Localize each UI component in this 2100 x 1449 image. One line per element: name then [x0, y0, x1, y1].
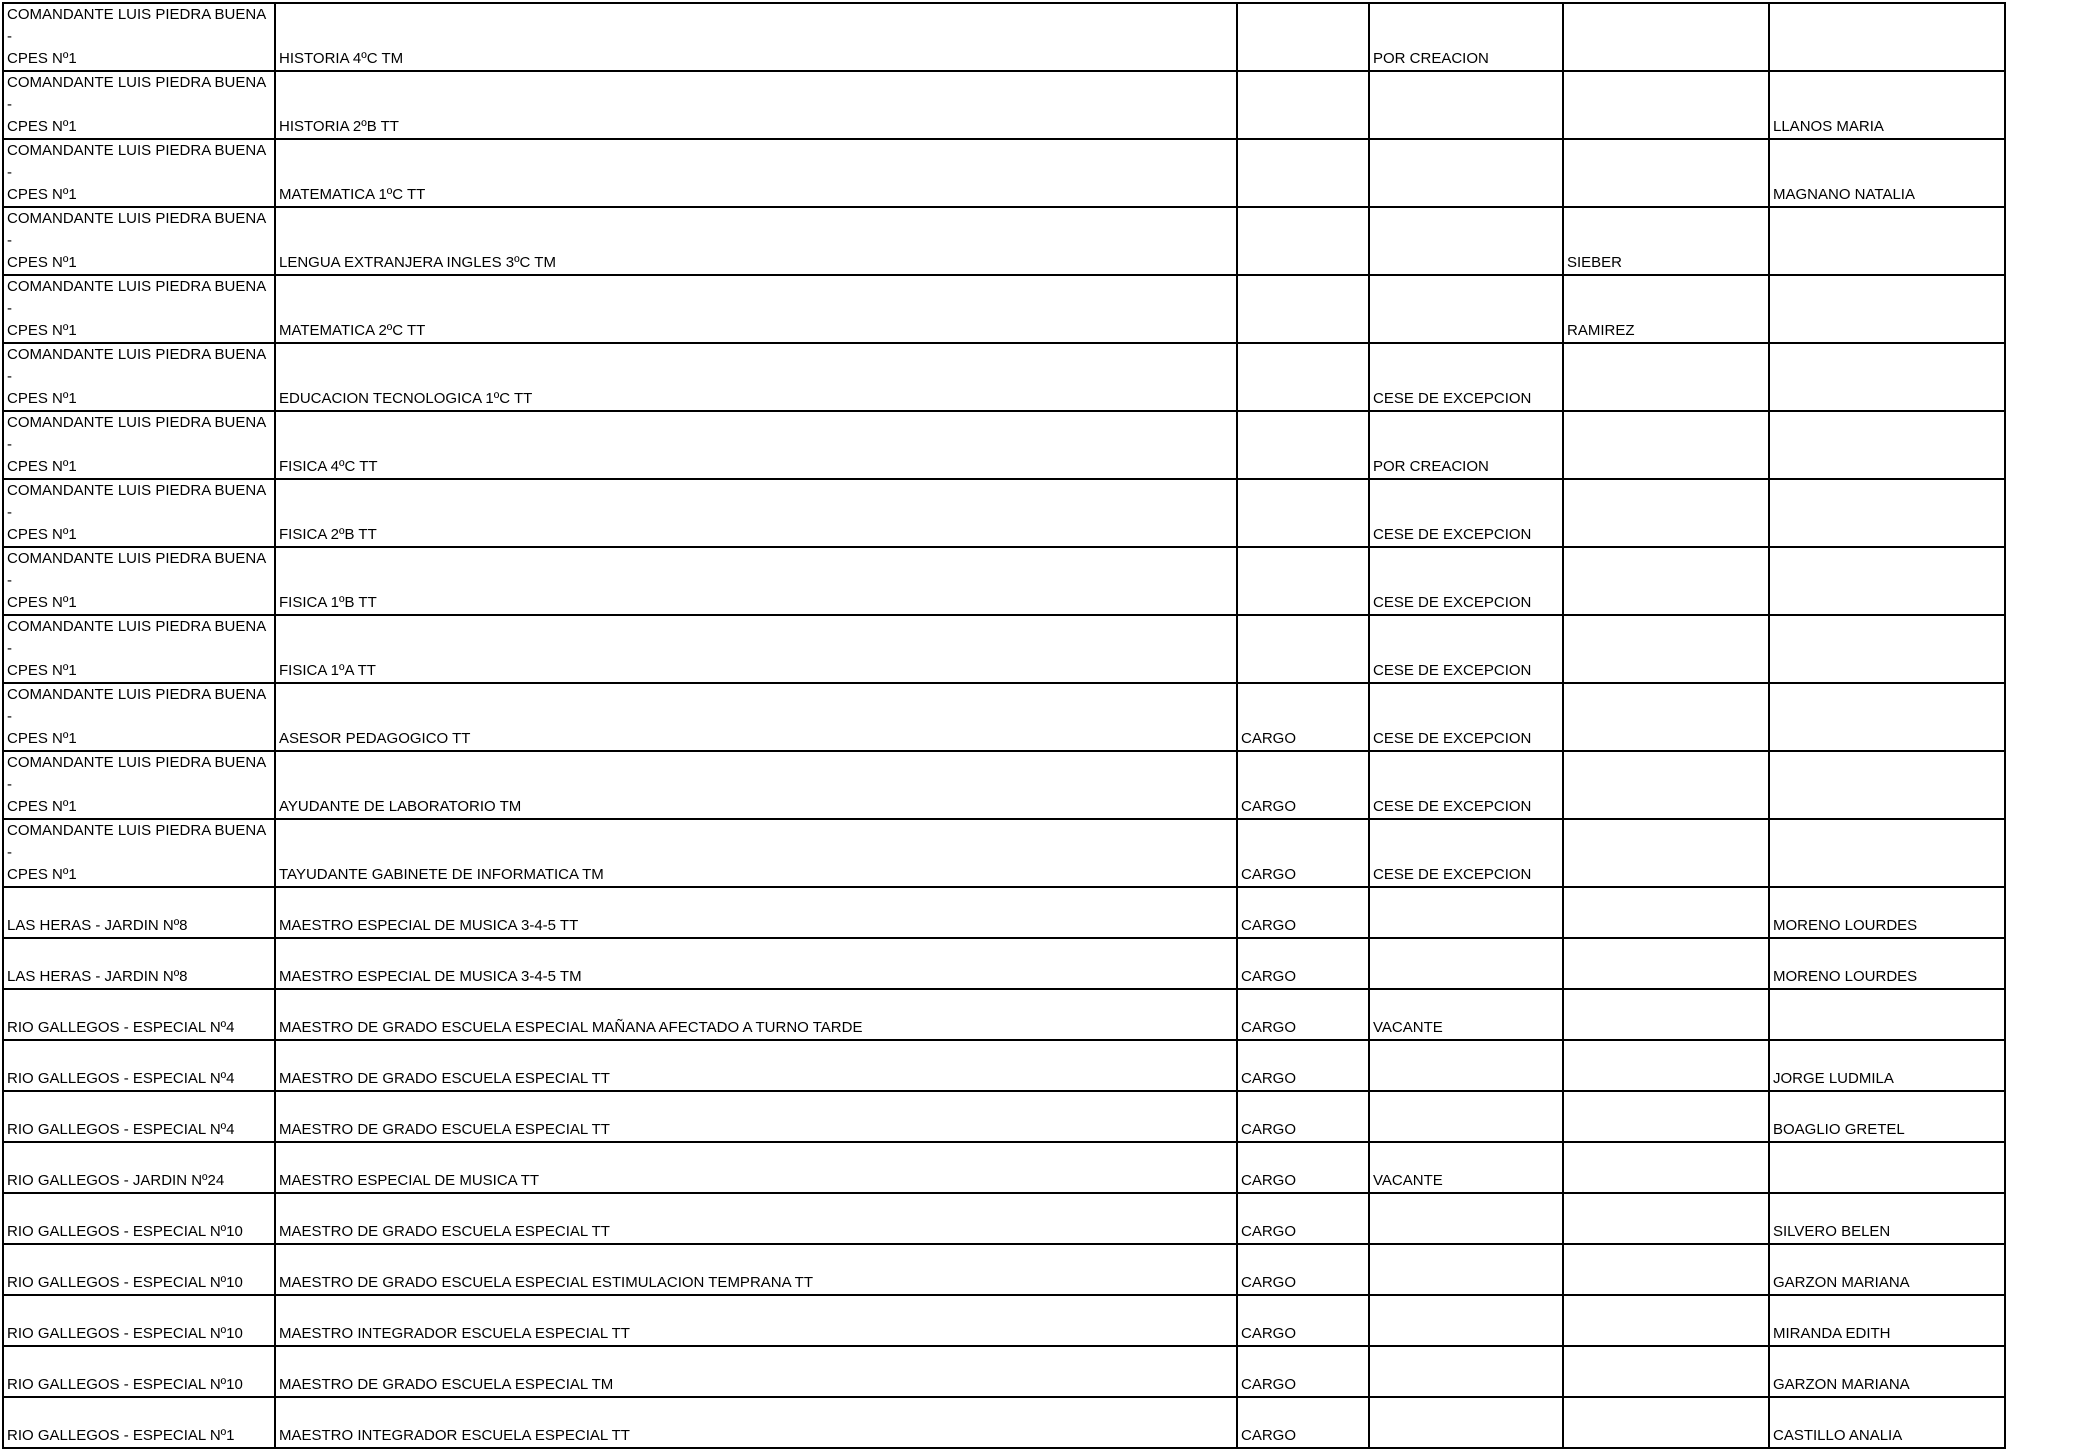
type-cell	[1237, 71, 1369, 139]
assignee-cell	[1769, 819, 2005, 887]
school-cell: COMANDANTE LUIS PIEDRA BUENA - CPES Nº1	[3, 547, 275, 615]
status-cell: VACANTE	[1369, 1142, 1563, 1193]
assignee-cell	[1769, 615, 2005, 683]
holder-cell	[1563, 683, 1769, 751]
subject-cell: MAESTRO ESPECIAL DE MUSICA 3-4-5 TM	[275, 938, 1237, 989]
subject-cell: EDUCACION TECNOLOGICA 1ºC TT	[275, 343, 1237, 411]
school-cell: COMANDANTE LUIS PIEDRA BUENA - CPES Nº1	[3, 139, 275, 207]
data-table	[2, 2, 2006, 1449]
status-cell: POR CREACION	[1369, 3, 1563, 71]
assignee-cell: GARZON MARIANA	[1769, 1244, 2005, 1295]
status-cell	[1369, 1295, 1563, 1346]
assignee-cell	[1769, 683, 2005, 751]
holder-cell	[1563, 1142, 1769, 1193]
assignee-cell: SILVERO BELEN	[1769, 1193, 2005, 1244]
school-cell: RIO GALLEGOS - ESPECIAL Nº4	[3, 989, 275, 1040]
table-row	[3, 819, 2005, 887]
subject-cell: MAESTRO ESPECIAL DE MUSICA 3-4-5 TT	[275, 887, 1237, 938]
type-cell: CARGO	[1237, 887, 1369, 938]
status-cell: CESE DE EXCEPCION	[1369, 343, 1563, 411]
status-cell	[1369, 1040, 1563, 1091]
school-cell: COMANDANTE LUIS PIEDRA BUENA - CPES Nº1	[3, 411, 275, 479]
status-cell	[1369, 1091, 1563, 1142]
subject-cell: FISICA 4ºC TT	[275, 411, 1237, 479]
table-row	[3, 547, 2005, 615]
subject-cell: MATEMATICA 1ºC TT	[275, 139, 1237, 207]
type-cell: CARGO	[1237, 1142, 1369, 1193]
type-cell: CARGO	[1237, 683, 1369, 751]
subject-cell: MAESTRO INTEGRADOR ESCUELA ESPECIAL TT	[275, 1397, 1237, 1448]
school-cell: RIO GALLEGOS - JARDIN Nº24	[3, 1142, 275, 1193]
school-cell: COMANDANTE LUIS PIEDRA BUENA - CPES Nº1	[3, 207, 275, 275]
status-cell: CESE DE EXCEPCION	[1369, 615, 1563, 683]
type-cell: CARGO	[1237, 819, 1369, 887]
table-row	[3, 1244, 2005, 1295]
assignee-cell	[1769, 989, 2005, 1040]
holder-cell	[1563, 1244, 1769, 1295]
table-row	[3, 1295, 2005, 1346]
assignee-cell	[1769, 1142, 2005, 1193]
holder-cell	[1563, 751, 1769, 819]
subject-cell: FISICA 2ºB TT	[275, 479, 1237, 547]
type-cell	[1237, 547, 1369, 615]
school-cell: RIO GALLEGOS - ESPECIAL Nº10	[3, 1244, 275, 1295]
holder-cell	[1563, 1091, 1769, 1142]
school-cell: COMANDANTE LUIS PIEDRA BUENA - CPES Nº1	[3, 3, 275, 71]
type-cell	[1237, 207, 1369, 275]
status-cell	[1369, 1397, 1563, 1448]
holder-cell	[1563, 479, 1769, 547]
subject-cell: MAESTRO INTEGRADOR ESCUELA ESPECIAL TT	[275, 1295, 1237, 1346]
holder-cell	[1563, 1346, 1769, 1397]
type-cell: CARGO	[1237, 938, 1369, 989]
status-cell	[1369, 139, 1563, 207]
subject-cell: MAESTRO DE GRADO ESCUELA ESPECIAL ESTIMULACION TEMPRANA TT	[275, 1244, 1237, 1295]
school-cell: RIO GALLEGOS - ESPECIAL Nº4	[3, 1040, 275, 1091]
subject-cell: TAYUDANTE GABINETE DE INFORMATICA TM	[275, 819, 1237, 887]
assignee-cell	[1769, 275, 2005, 343]
holder-cell: RAMIREZ	[1563, 275, 1769, 343]
assignee-cell	[1769, 547, 2005, 615]
subject-cell: FISICA 1ºB TT	[275, 547, 1237, 615]
table-row	[3, 989, 2005, 1040]
table-row	[3, 275, 2005, 343]
table-row	[3, 615, 2005, 683]
school-cell: COMANDANTE LUIS PIEDRA BUENA - CPES Nº1	[3, 275, 275, 343]
assignee-cell	[1769, 751, 2005, 819]
school-cell: COMANDANTE LUIS PIEDRA BUENA - CPES Nº1	[3, 819, 275, 887]
holder-cell	[1563, 1397, 1769, 1448]
holder-cell	[1563, 411, 1769, 479]
status-cell: CESE DE EXCEPCION	[1369, 547, 1563, 615]
school-cell: COMANDANTE LUIS PIEDRA BUENA - CPES Nº1	[3, 71, 275, 139]
status-cell	[1369, 71, 1563, 139]
holder-cell	[1563, 139, 1769, 207]
subject-cell: MAESTRO ESPECIAL DE MUSICA TT	[275, 1142, 1237, 1193]
subject-cell: MAESTRO DE GRADO ESCUELA ESPECIAL MAÑANA AFECTADO A TURNO TARDE	[275, 989, 1237, 1040]
holder-cell	[1563, 989, 1769, 1040]
status-cell	[1369, 887, 1563, 938]
type-cell	[1237, 275, 1369, 343]
table-row	[3, 751, 2005, 819]
status-cell: CESE DE EXCEPCION	[1369, 479, 1563, 547]
status-cell	[1369, 1193, 1563, 1244]
holder-cell	[1563, 819, 1769, 887]
type-cell: CARGO	[1237, 1346, 1369, 1397]
assignee-cell: CASTILLO ANALIA	[1769, 1397, 2005, 1448]
table-row	[3, 479, 2005, 547]
status-cell: CESE DE EXCEPCION	[1369, 683, 1563, 751]
status-cell: VACANTE	[1369, 989, 1563, 1040]
status-cell	[1369, 207, 1563, 275]
type-cell: CARGO	[1237, 989, 1369, 1040]
subject-cell: MAESTRO DE GRADO ESCUELA ESPECIAL TT	[275, 1091, 1237, 1142]
table-row	[3, 1040, 2005, 1091]
status-cell: CESE DE EXCEPCION	[1369, 751, 1563, 819]
table-row	[3, 683, 2005, 751]
holder-cell	[1563, 1040, 1769, 1091]
holder-cell: SIEBER	[1563, 207, 1769, 275]
assignee-cell	[1769, 3, 2005, 71]
status-cell	[1369, 1244, 1563, 1295]
type-cell	[1237, 3, 1369, 71]
school-cell: COMANDANTE LUIS PIEDRA BUENA - CPES Nº1	[3, 343, 275, 411]
subject-cell: HISTORIA 2ºB TT	[275, 71, 1237, 139]
holder-cell	[1563, 3, 1769, 71]
type-cell	[1237, 479, 1369, 547]
subject-cell: MAESTRO DE GRADO ESCUELA ESPECIAL TT	[275, 1040, 1237, 1091]
table-row	[3, 1193, 2005, 1244]
holder-cell	[1563, 887, 1769, 938]
school-cell: LAS HERAS - JARDIN Nº8	[3, 938, 275, 989]
school-cell: RIO GALLEGOS - ESPECIAL Nº4	[3, 1091, 275, 1142]
assignee-cell: BOAGLIO GRETEL	[1769, 1091, 2005, 1142]
school-cell: LAS HERAS - JARDIN Nº8	[3, 887, 275, 938]
subject-cell: MAESTRO DE GRADO ESCUELA ESPECIAL TM	[275, 1346, 1237, 1397]
assignee-cell	[1769, 479, 2005, 547]
type-cell	[1237, 615, 1369, 683]
table-row	[3, 71, 2005, 139]
school-cell: COMANDANTE LUIS PIEDRA BUENA - CPES Nº1	[3, 751, 275, 819]
table-row	[3, 1397, 2005, 1448]
school-cell: RIO GALLEGOS - ESPECIAL Nº1	[3, 1397, 275, 1448]
holder-cell	[1563, 71, 1769, 139]
table-row	[3, 1346, 2005, 1397]
subject-cell: AYUDANTE DE LABORATORIO TM	[275, 751, 1237, 819]
type-cell	[1237, 139, 1369, 207]
assignee-cell	[1769, 343, 2005, 411]
subject-cell: MATEMATICA 2ºC TT	[275, 275, 1237, 343]
table-row	[3, 207, 2005, 275]
table-body	[3, 3, 2005, 1448]
status-cell: CESE DE EXCEPCION	[1369, 819, 1563, 887]
status-cell	[1369, 1346, 1563, 1397]
table-row	[3, 938, 2005, 989]
school-cell: RIO GALLEGOS - ESPECIAL Nº10	[3, 1193, 275, 1244]
subject-cell: MAESTRO DE GRADO ESCUELA ESPECIAL TT	[275, 1193, 1237, 1244]
school-cell: RIO GALLEGOS - ESPECIAL Nº10	[3, 1295, 275, 1346]
school-cell: COMANDANTE LUIS PIEDRA BUENA - CPES Nº1	[3, 683, 275, 751]
table-row	[3, 411, 2005, 479]
holder-cell	[1563, 1193, 1769, 1244]
assignee-cell: MORENO LOURDES	[1769, 887, 2005, 938]
table-row	[3, 1091, 2005, 1142]
type-cell: CARGO	[1237, 751, 1369, 819]
status-cell	[1369, 275, 1563, 343]
holder-cell	[1563, 1295, 1769, 1346]
holder-cell	[1563, 615, 1769, 683]
subject-cell: ASESOR PEDAGOGICO TT	[275, 683, 1237, 751]
type-cell: CARGO	[1237, 1040, 1369, 1091]
assignee-cell: JORGE LUDMILA	[1769, 1040, 2005, 1091]
type-cell: CARGO	[1237, 1295, 1369, 1346]
subject-cell: LENGUA EXTRANJERA INGLES 3ºC TM	[275, 207, 1237, 275]
type-cell: CARGO	[1237, 1397, 1369, 1448]
school-cell: COMANDANTE LUIS PIEDRA BUENA - CPES Nº1	[3, 479, 275, 547]
assignee-cell: GARZON MARIANA	[1769, 1346, 2005, 1397]
assignee-cell	[1769, 207, 2005, 275]
status-cell: POR CREACION	[1369, 411, 1563, 479]
table-row	[3, 343, 2005, 411]
school-cell: RIO GALLEGOS - ESPECIAL Nº10	[3, 1346, 275, 1397]
type-cell	[1237, 411, 1369, 479]
type-cell	[1237, 343, 1369, 411]
subject-cell: FISICA 1ºA TT	[275, 615, 1237, 683]
table-row	[3, 3, 2005, 71]
assignee-cell: LLANOS MARIA	[1769, 71, 2005, 139]
subject-cell: HISTORIA 4ºC TM	[275, 3, 1237, 71]
assignee-cell: MIRANDA EDITH	[1769, 1295, 2005, 1346]
table-row	[3, 139, 2005, 207]
status-cell	[1369, 938, 1563, 989]
holder-cell	[1563, 343, 1769, 411]
type-cell: CARGO	[1237, 1193, 1369, 1244]
type-cell: CARGO	[1237, 1091, 1369, 1142]
holder-cell	[1563, 547, 1769, 615]
assignee-cell	[1769, 411, 2005, 479]
school-cell: COMANDANTE LUIS PIEDRA BUENA - CPES Nº1	[3, 615, 275, 683]
holder-cell	[1563, 938, 1769, 989]
table-row	[3, 1142, 2005, 1193]
type-cell: CARGO	[1237, 1244, 1369, 1295]
table-row	[3, 887, 2005, 938]
assignee-cell: MORENO LOURDES	[1769, 938, 2005, 989]
assignee-cell: MAGNANO NATALIA	[1769, 139, 2005, 207]
